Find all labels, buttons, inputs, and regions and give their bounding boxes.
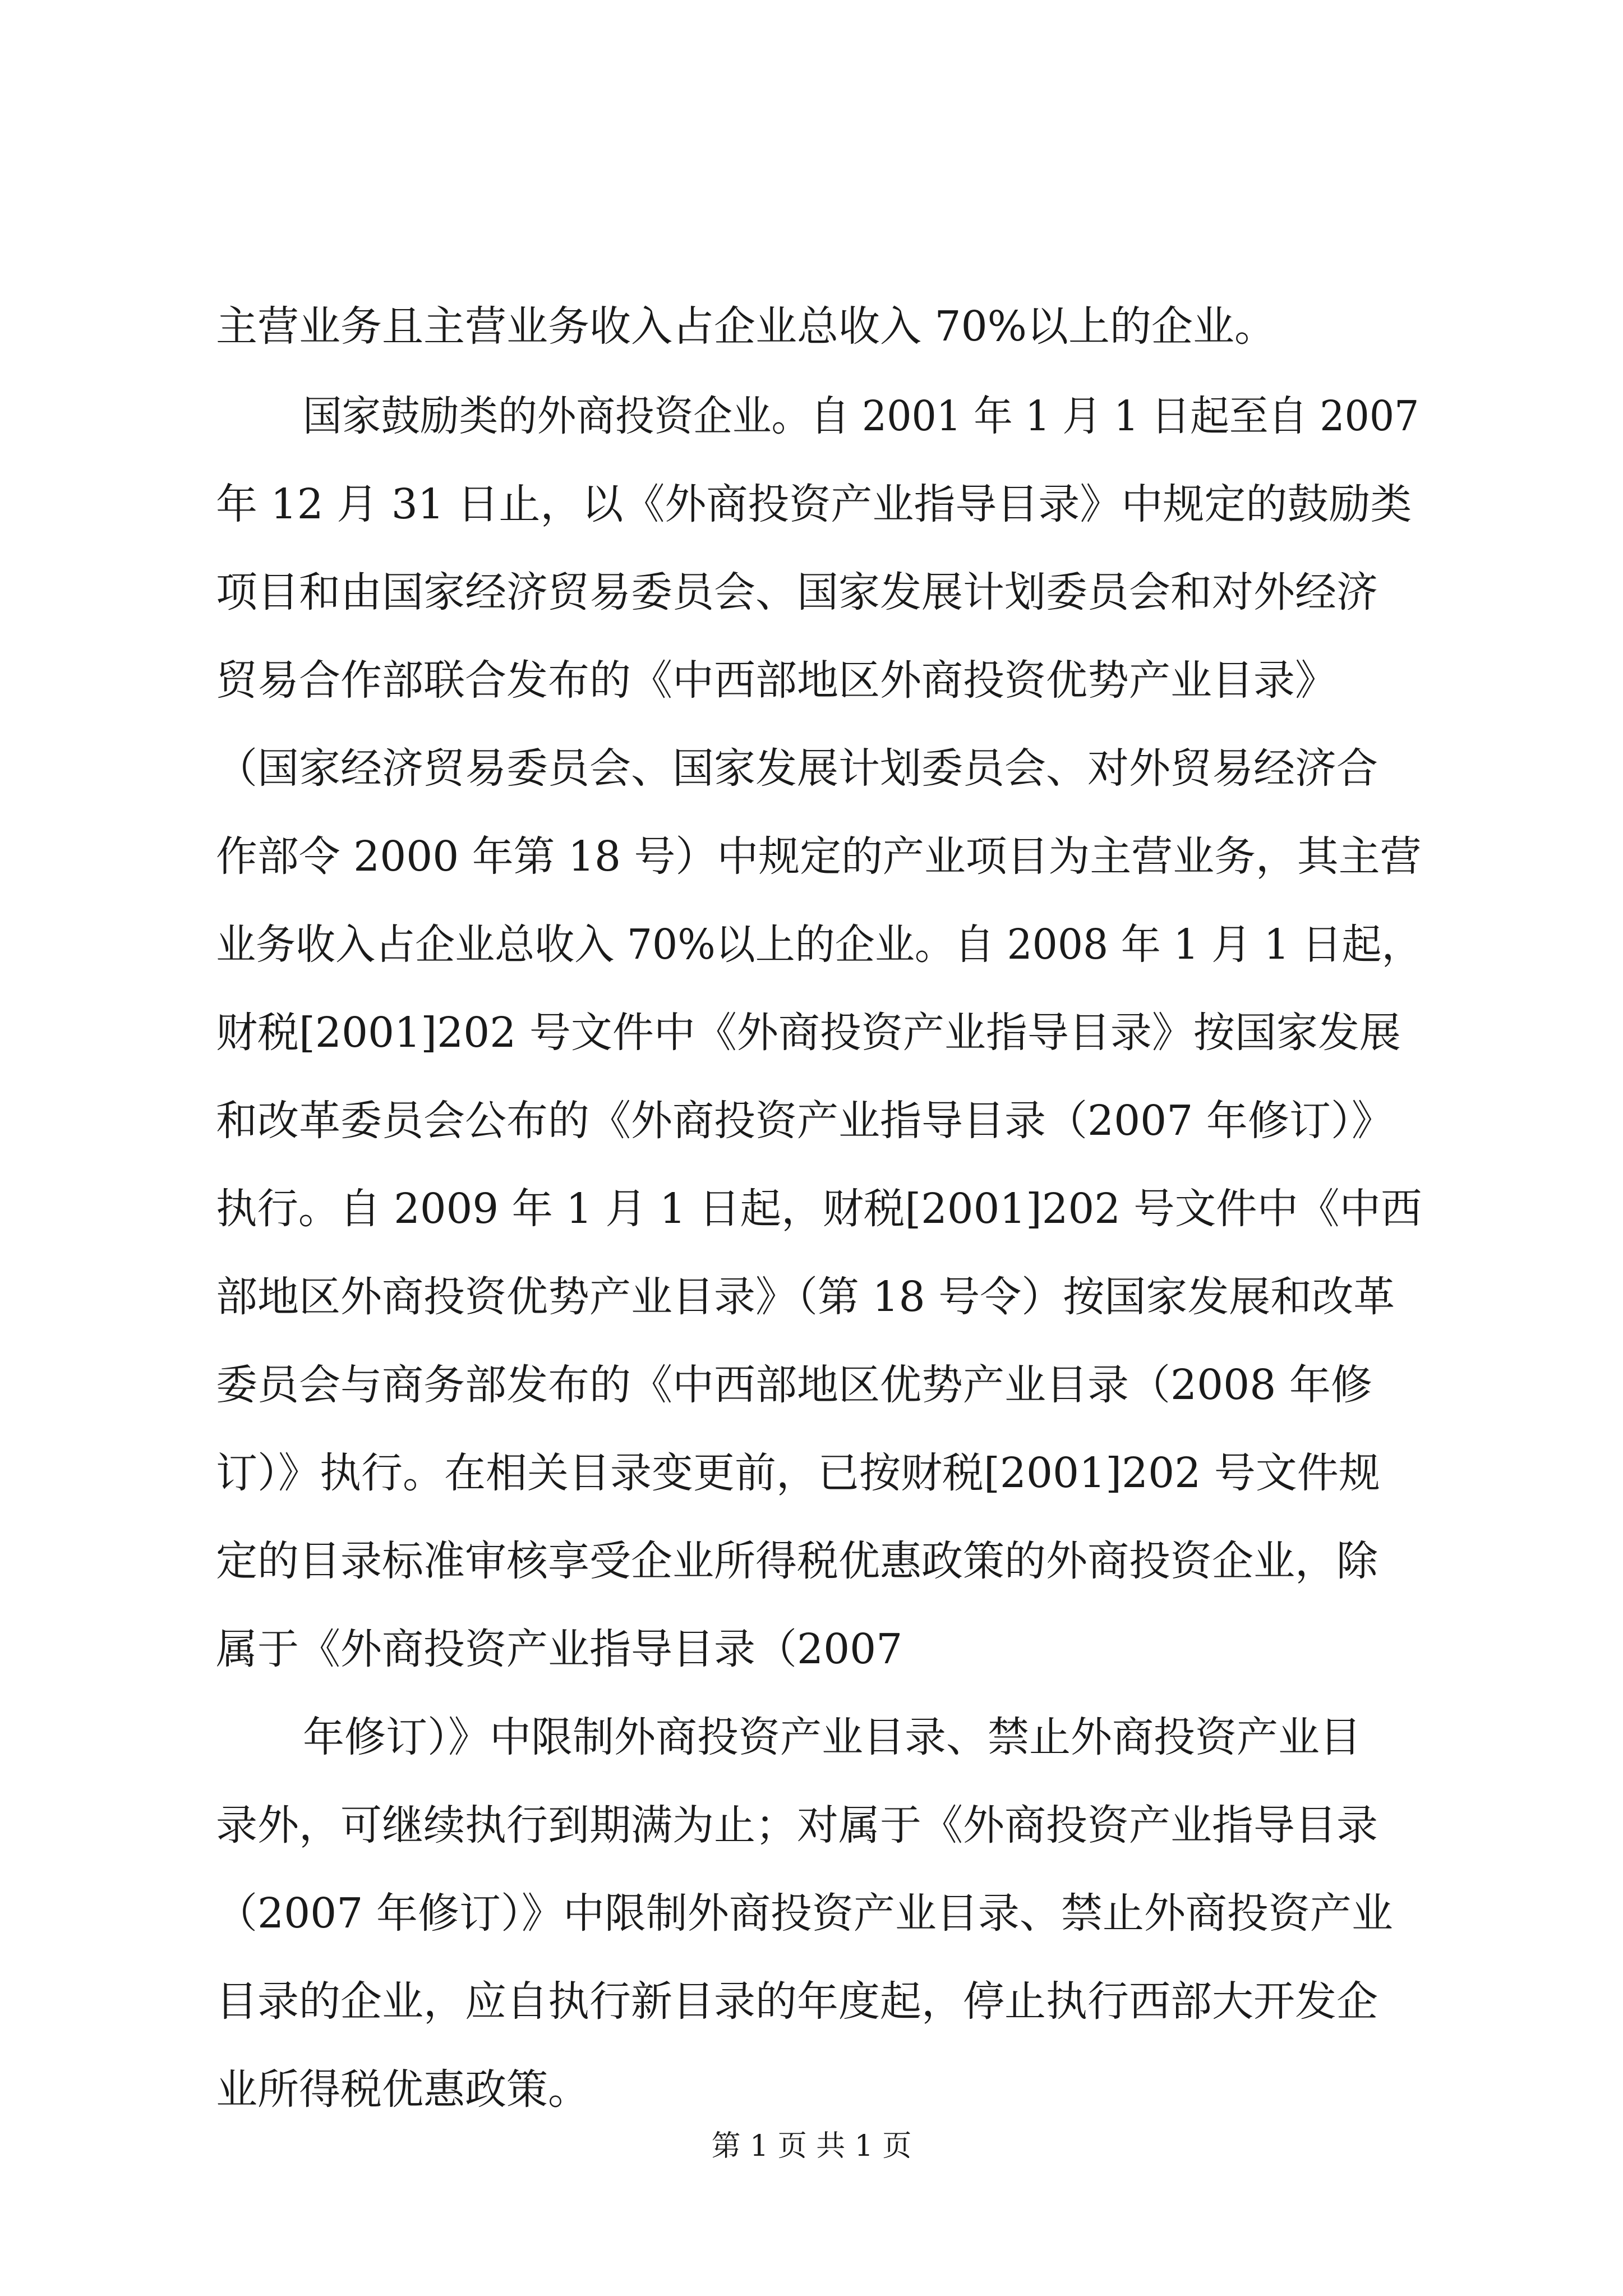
- text-line: 年 12 月 31 日止，以《外商投资产业指导目录》中规定的鼓励类: [216, 480, 1412, 528]
- text-line: 订）》执行。在相关目录变更前，已按财税[2001]202 号文件规: [216, 1449, 1380, 1497]
- text-line: 定的目录标准审核享受企业所得税优惠政策的外商投资企业，除: [216, 1537, 1378, 1585]
- text-line: 业所得税优惠政策。: [216, 2065, 589, 2114]
- text-line: 属于《外商投资产业指导目录（2007: [216, 1625, 903, 1673]
- text-line: 和改革委员会公布的《外商投资产业指导目录（2007 年修订）》: [216, 1097, 1393, 1145]
- text-line: 贸易合作部联合发布的《中西部地区外商投资优势产业目录》: [216, 656, 1336, 705]
- text-line: 部地区外商投资优势产业目录》（第 18 号令）按国家发展和改革: [216, 1273, 1395, 1321]
- text-line: （国家经济贸易委员会、国家发展计划委员会、对外贸易经济合: [216, 744, 1378, 793]
- text-line: 目录的企业，应自执行新目录的年度起，停止执行西部大开发企: [216, 1977, 1378, 2026]
- text-line: 录外，可继续执行到期满为止；对属于《外商投资产业指导目录: [216, 1801, 1378, 1849]
- text-line: 作部令 2000 年第 18 号）中规定的产业项目为主营业务，其主营: [216, 832, 1422, 881]
- text-line: 财税[2001]202 号文件中《外商投资产业指导目录》按国家发展: [216, 1009, 1401, 1057]
- text-line: 国家鼓励类的外商投资企业。自 2001 年 1 月 1 日起至自 2007: [303, 392, 1419, 440]
- page-footer: 第 1 页 共 1 页: [711, 2129, 912, 2163]
- text-line: （2007 年修订）》中限制外商投资产业目录、禁止外商投资产业: [216, 1889, 1393, 1938]
- text-line: 项目和由国家经济贸易委员会、国家发展计划委员会和对外经济: [216, 568, 1378, 616]
- text-line: 主营业务且主营业务收入占企业总收入 70%以上的企业。: [216, 302, 1276, 351]
- text-line: 业务收入占企业总收入 70%以上的企业。自 2008 年 1 月 1 日起，: [216, 921, 1422, 969]
- text-line: 年修订）》中限制外商投资产业目录、禁止外商投资产业目: [303, 1713, 1361, 1761]
- text-line: 执行。自 2009 年 1 月 1 日起，财税[2001]202 号文件中《中西: [216, 1185, 1422, 1233]
- text-line: 委员会与商务部发布的《中西部地区优势产业目录（2008 年修: [216, 1361, 1372, 1409]
